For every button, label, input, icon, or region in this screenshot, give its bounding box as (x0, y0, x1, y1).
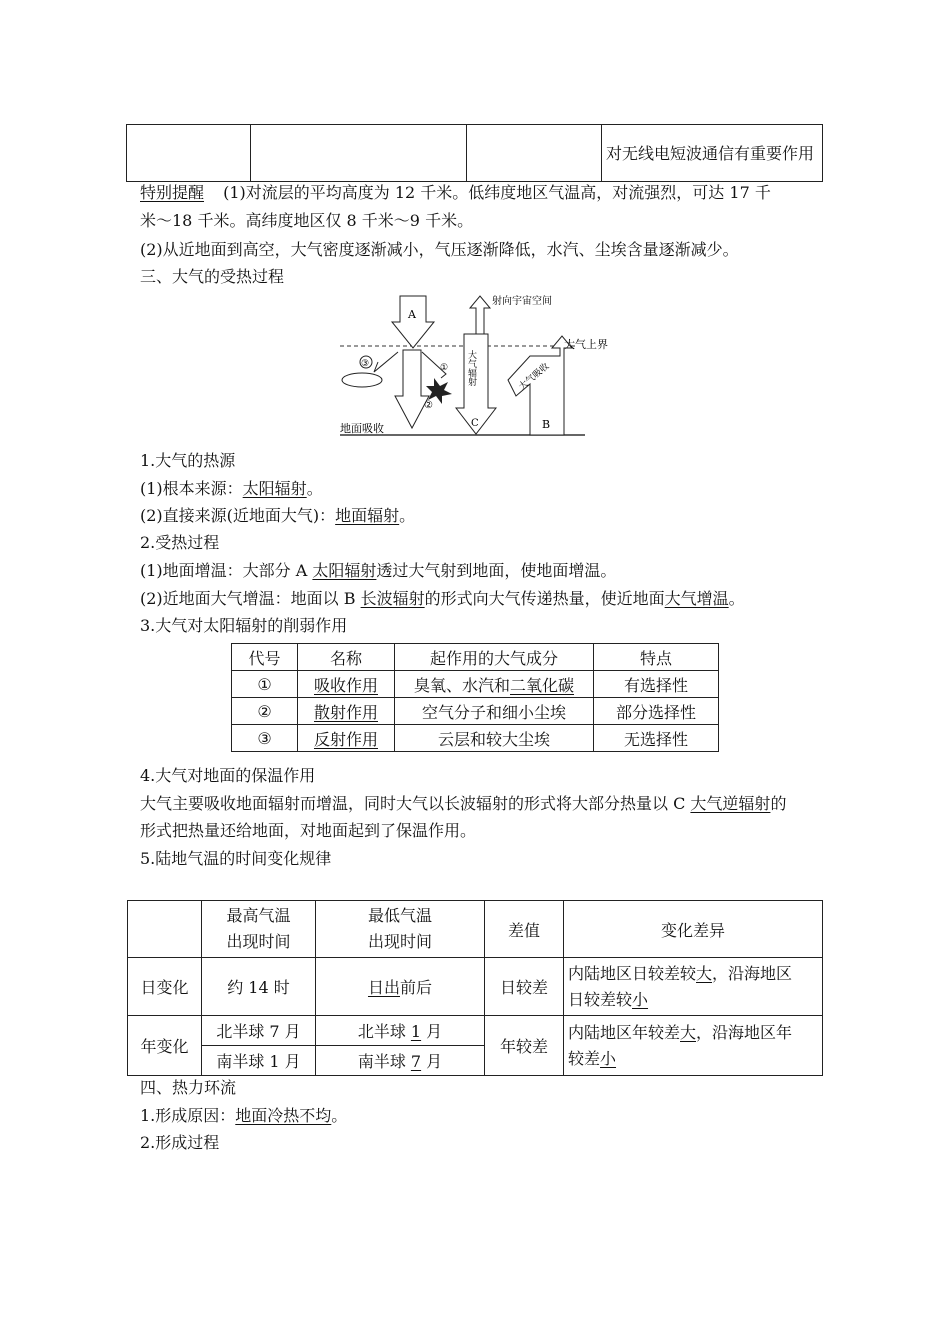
table-cell (127, 125, 251, 182)
table-row: 南半球 1 月 南半球 7 月 (128, 1046, 823, 1076)
table-row: 年变化 北半球 7 月 北半球 1 月 年较差 内陆地区年较差大，沿海地区年 较差小 (128, 1016, 823, 1046)
section-heading-3: 三、大气的受热过程 (140, 267, 285, 286)
reflection-arrow (374, 352, 398, 372)
label-n3: ③ (361, 359, 370, 369)
table-row: 日变化 约 14 时 日出前后 日较差 内陆地区日较差较大，沿海地区 日较差较小 (128, 958, 823, 1016)
s4-line-2: 形式把热量还给地面，对地面起到了保温作用。 (140, 821, 477, 840)
table-row: ② 散射作用 空气分子和细小尘埃 部分选择性 (232, 698, 719, 725)
table-cell: 对无线电短波通信有重要作用 (602, 125, 823, 182)
table-row: ③ 反射作用 云层和较大尘埃 无选择性 (232, 725, 719, 752)
label-atm-radiation: 大气辐射 (466, 350, 476, 386)
heating-process-diagram (330, 288, 630, 438)
tip-line-2: 米～18 千米。高纬度地区仅 8 千米～9 千米。 (140, 211, 474, 230)
table-cell (251, 125, 467, 182)
s4-title: 4.大气对地面的保温作用 (140, 766, 316, 785)
top-table-fragment (126, 124, 823, 182)
label-ground-absorb: 地面吸收 (340, 422, 384, 435)
label-n1: ① (440, 363, 449, 373)
arrow-ground-absorb (395, 350, 429, 428)
tip-line-3: (2)从近地面到高空，大气密度逐渐减小，气压逐渐降低，水汽、尘埃含量逐渐减少。 (140, 240, 739, 259)
label-upper: 大气上界 (564, 338, 608, 351)
s1-line-1: (1)根本来源：太阳辐射。 (140, 479, 323, 498)
section-heading-4: 四、热力环流 (140, 1078, 237, 1097)
s2-line-2: (2)近地面大气增温：地面以 B 长波辐射的形式向大气传递热量，使近地面大气增温。 (140, 589, 745, 608)
s5-title: 5.陆地气温的时间变化规律 (140, 849, 332, 868)
temperature-variation-table: 最高气温 出现时间 最低气温 出现时间 差值 变化差异 日变化 约 14 时 日出前后 日较差 内陆地区日较差较大，沿海地区 日较差较小 年变化 北半球 7 月 北半球 1 月 年较差 内陆地区年较差大，沿海地区年 较差小 南半球 1 月 南半球 7 月 (127, 900, 823, 1076)
s3-title: 3.大气对太阳辐射的削弱作用 (140, 616, 348, 635)
label-b: B (542, 418, 551, 431)
table-cell (467, 125, 602, 182)
s1-title: 1.大气的热源 (140, 451, 236, 470)
arrow-a (392, 296, 434, 348)
weakening-table: 代号 名称 起作用的大气成分 特点 ① 吸收作用 臭氧、水汽和二氧化碳 有选择性 ② 散射作用 空气分子和细小尘埃 部分选择性 ③ 反射作用 云层和较大尘埃 无选择性 (231, 643, 719, 752)
tip-line-1: 特别提醒 (1)对流层的平均高度为 12 千米。低纬度地区气温高，对流强烈，可达 17 千 (140, 183, 771, 202)
s1-line-2: (2)直接来源(近地面大气)：地面辐射。 (140, 506, 416, 525)
label-atm-absorb: 大气吸收 (517, 361, 552, 393)
s41-line: 1.形成原因：地面冷热不均。 (140, 1106, 348, 1125)
cloud-icon (342, 373, 382, 387)
s4-line-1: 大气主要吸收地面辐射而增温，同时大气以长波辐射的形式将大部分热量以 C 大气逆辐射的 (140, 794, 787, 813)
label-to-space: 射向宇宙空间 (492, 296, 552, 307)
label-c: C (471, 418, 479, 429)
label-a: A (408, 308, 416, 321)
s2-title: 2.受热过程 (140, 533, 220, 552)
table-row: ① 吸收作用 臭氧、水汽和二氧化碳 有选择性 (232, 671, 719, 698)
s2-line-1: (1)地面增温：大部分 A 太阳辐射透过大气射到地面，使地面增温。 (140, 561, 617, 580)
tip-label: 特别提醒 (140, 183, 205, 202)
label-n2: ② (424, 400, 433, 411)
s42-line: 2.形成过程 (140, 1133, 220, 1152)
arrow-to-space (468, 296, 490, 334)
